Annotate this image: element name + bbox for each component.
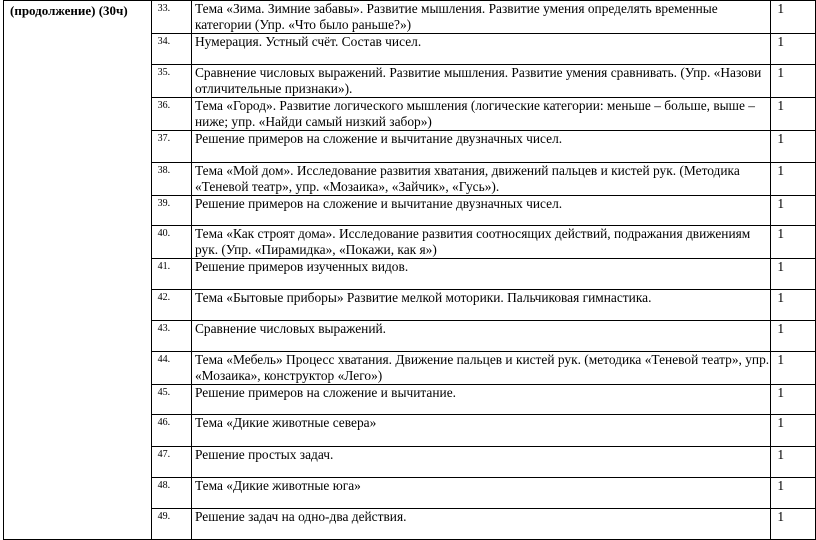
lesson-number: 33. (151, 1, 191, 34)
lesson-topic: Тема «Как строят дома». Исследование развития соотносящих действий, подражания движениям рук. (Упр. «Пирамидка», «Покажи, как я») (191, 226, 770, 259)
lesson-topic: Решение задач на одно-два действия. (191, 509, 770, 540)
lesson-hours: 1 (771, 34, 816, 65)
lesson-number: 34. (151, 34, 191, 65)
lesson-number: 41. (151, 259, 191, 290)
lesson-hours: 1 (771, 509, 816, 540)
lesson-topic: Нумерация. Устный счёт. Состав чисел. (191, 34, 770, 65)
lesson-hours: 1 (771, 131, 816, 163)
lesson-topic: Решение примеров на сложение и вычитание. (191, 385, 770, 415)
lesson-number: 38. (151, 163, 191, 196)
lesson-topic: Тема «Город». Развитие логического мышления (логические категории: меньше – больше, выше – ниже; упр. «Найди самый низкий забор») (191, 98, 770, 131)
lesson-number: 39. (151, 196, 191, 226)
lesson-number: 44. (151, 352, 191, 385)
lesson-hours: 1 (771, 478, 816, 509)
lesson-hours: 1 (771, 196, 816, 226)
lesson-hours: 1 (771, 290, 816, 321)
lesson-topic: Тема «Мебель» Процесс хватания. Движение пальцев и кистей рук. (методика «Теневой театр», упр. «Мозаика», конструктор «Лего») (191, 352, 770, 385)
lesson-hours: 1 (771, 163, 816, 196)
lesson-number: 40. (151, 226, 191, 259)
lesson-hours: 1 (771, 447, 816, 478)
lesson-number: 47. (151, 447, 191, 478)
lesson-hours: 1 (771, 415, 816, 447)
lesson-topic: Тема «Мой дом». Исследование развития хватания, движений пальцев и кистей рук. (Методика «Теневой театр», упр. «Мозаика», «Зайчик», «Гусь»). (191, 163, 770, 196)
lesson-hours: 1 (771, 321, 816, 352)
section-label: (продолжение) (30ч) (4, 1, 152, 540)
lesson-number: 37. (151, 131, 191, 163)
lesson-topic: Сравнение числовых выражений. (191, 321, 770, 352)
lesson-topic: Решение примеров изученных видов. (191, 259, 770, 290)
lesson-topic: Тема «Бытовые приборы» Развитие мелкой моторики. Пальчиковая гимнастика. (191, 290, 770, 321)
lesson-plan-table (3, 0, 816, 540)
lesson-topic: Тема «Дикие животные юга» (191, 478, 770, 509)
table-row (4, 1, 816, 34)
lesson-hours: 1 (771, 259, 816, 290)
lesson-number: 36. (151, 98, 191, 131)
lesson-number: 46. (151, 415, 191, 447)
lesson-hours: 1 (771, 1, 816, 34)
lesson-topic: Решение примеров на сложение и вычитание двузначных чисел. (191, 196, 770, 226)
lesson-number: 45. (151, 385, 191, 415)
lesson-topic: Тема «Дикие животные севера» (191, 415, 770, 447)
lesson-number: 42. (151, 290, 191, 321)
lesson-number: 43. (151, 321, 191, 352)
lesson-hours: 1 (771, 385, 816, 415)
lesson-hours: 1 (771, 98, 816, 131)
lesson-hours: 1 (771, 352, 816, 385)
lesson-hours: 1 (771, 226, 816, 259)
lesson-number: 35. (151, 65, 191, 98)
lesson-topic: Решение примеров на сложение и вычитание двузначных чисел. (191, 131, 770, 163)
lesson-hours: 1 (771, 65, 816, 98)
lesson-topic: Тема «Зима. Зимние забавы». Развитие мышления. Развитие умения определять временные категории (Упр. «Что было раньше?») (191, 1, 770, 34)
lesson-number: 48. (151, 478, 191, 509)
lesson-topic: Решение простых задач. (191, 447, 770, 478)
lesson-number: 49. (151, 509, 191, 540)
lesson-topic: Сравнение числовых выражений. Развитие мышления. Развитие умения сравнивать. (Упр. «Назови отличительные признаки»). (191, 65, 770, 98)
